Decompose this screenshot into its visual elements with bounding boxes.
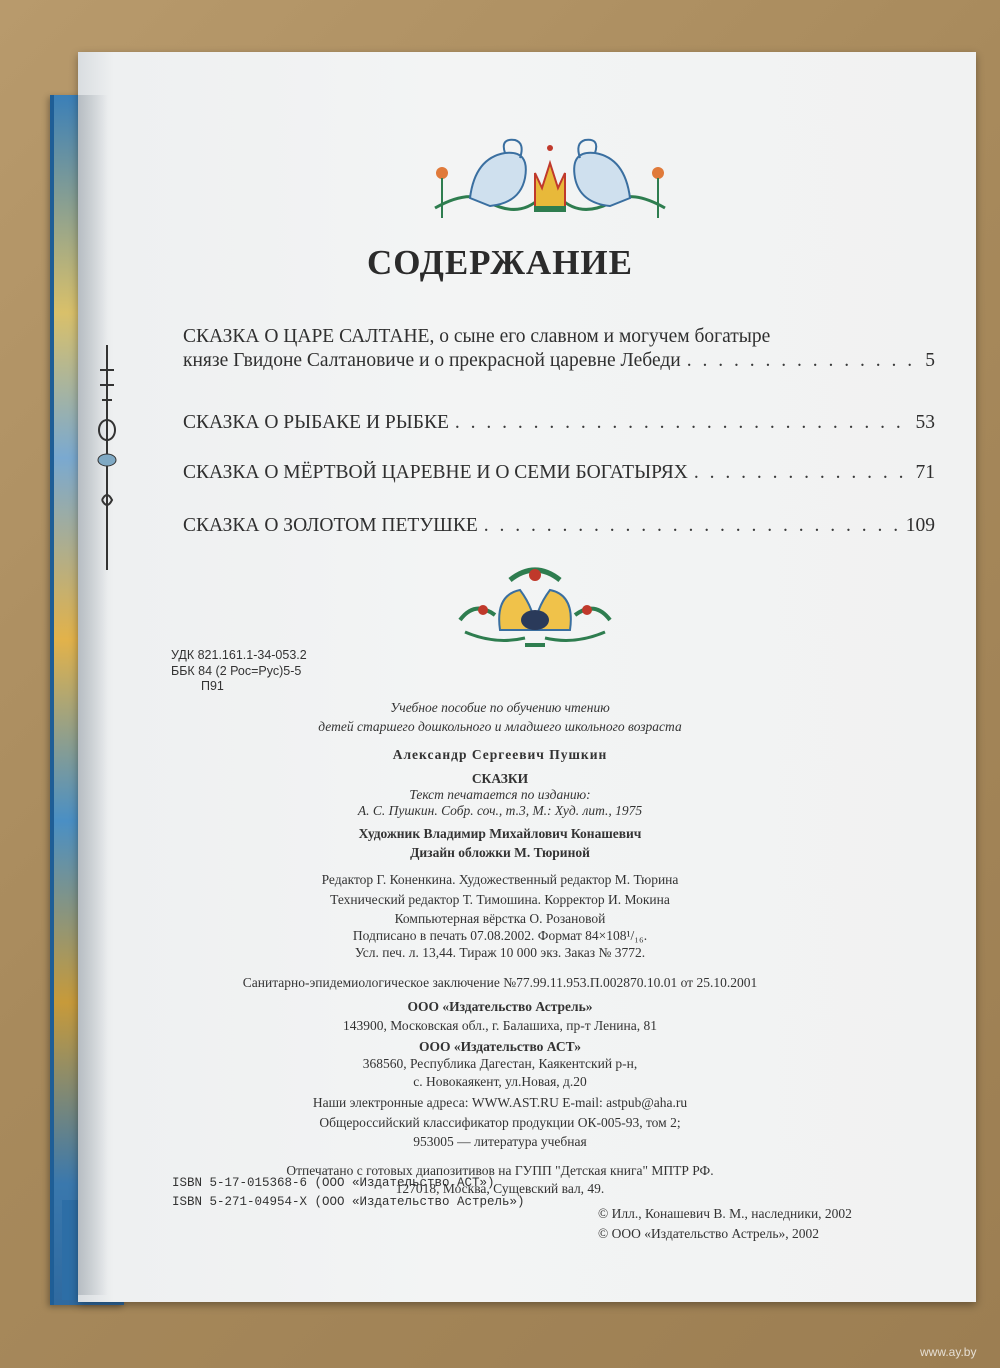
book-title: СКАЗКИ xyxy=(471,771,529,786)
toc-entry-fisherman xyxy=(183,412,935,434)
artist-line: Художник Владимир Михайлович Конашевич xyxy=(358,826,642,841)
publisher2-address2: с. Новокаякент, ул.Новая, д.20 xyxy=(413,1074,587,1089)
editor-line: Редактор Г. Коненкина. Художественный редактор М. Тюрина xyxy=(321,872,679,887)
publisher1-address: 143900, Московская обл., г. Балашиха, пр-т Ленина, 81 xyxy=(343,1018,657,1033)
toc-entry-dead-princess xyxy=(183,462,935,484)
edition-line2: А. С. Пушкин. Собр. соч., т.3, М.: Худ. лит., 1975 xyxy=(357,803,643,818)
toc-title-caps: СКАЗКА О РЫБАКЕ И РЫБКЕ xyxy=(183,412,449,433)
classifier-line1: Общероссийский классификатор продукции ОК-005-93, том 2; xyxy=(319,1115,681,1130)
print-run-line: Усл. печ. л. 13,44. Тираж 10 000 экз. Заказ № 3772. xyxy=(354,945,646,960)
toc-title-line2: князе Гвидоне Салтановиче и о прекрасной царевне Лебеди xyxy=(183,350,681,371)
toc-page-number: 71 xyxy=(915,462,935,483)
edition-line1: Текст печатается по изданию: xyxy=(409,787,591,802)
p-code: П91 xyxy=(201,679,224,693)
udk-code: УДК 821.161.1-34-053.2 xyxy=(171,648,307,662)
toc-title-caps: СКАЗКА О МЁРТВОЙ ЦАРЕВНЕ И О СЕМИ БОГАТЫРЯХ xyxy=(183,462,688,483)
tech-editor-line: Технический редактор Т. Тимошина. Корректор И. Мокина xyxy=(330,892,670,907)
copyright-publisher: © ООО «Издательство Астрель», 2002 xyxy=(598,1226,820,1241)
layout-line: Компьютерная вёрстка О. Розановой xyxy=(394,911,606,926)
publisher1-name: ООО «Издательство Астрель» xyxy=(407,999,593,1014)
toc-entry-saltan xyxy=(183,326,935,372)
bbk-code: ББК 84 (2 Рос=Рус)5-5 xyxy=(171,663,302,678)
isbn-astrel: ISBN 5-271-04954-X (ООО «Издательство Астрель») xyxy=(172,1195,525,1209)
email-line: Наши электронные адреса: WWW.AST.RU E-mail: astpub@aha.ru xyxy=(312,1095,688,1110)
toc-leader-dots xyxy=(694,462,910,484)
toc-title-caps: СКАЗКА О ЗОЛОТОМ ПЕТУШКЕ xyxy=(183,515,478,536)
toc-leader-dots xyxy=(484,515,900,537)
classifier-line2: 953005 — литература учебная xyxy=(413,1134,587,1149)
publisher2-name: ООО «Издательство АСТ» xyxy=(418,1039,582,1054)
page-title: СОДЕРЖАНИЕ xyxy=(366,243,633,282)
classification-codes xyxy=(171,648,307,695)
purpose-line1: Учебное пособие по обучению чтению xyxy=(390,700,610,715)
toc-entry-golden-cockerel xyxy=(183,515,935,537)
author-name: Александр Сергеевич Пушкин xyxy=(392,747,608,762)
toc-title-caps: СКАЗКА О ЦАРЕ САЛТАНЕ, xyxy=(183,326,435,347)
toc-leader-dots xyxy=(455,412,910,434)
toc-page-number: 5 xyxy=(925,350,935,371)
floral-ornament xyxy=(455,560,615,650)
cover-design-line: Дизайн обложки М. Тюриной xyxy=(410,845,590,860)
copyright-illustrations: © Илл., Конашевич В. М., наследники, 2002 xyxy=(598,1206,852,1221)
printed-line2: 127018, Москва, Сущевский вал, 49. xyxy=(395,1181,605,1196)
swans-crown-ornament xyxy=(430,128,670,223)
printed-line1: Отпечатано с готовых диапозитивов на ГУПП "Детская книга" МПТР РФ. xyxy=(286,1163,714,1178)
margin-illustration xyxy=(92,340,122,580)
toc-page-number: 109 xyxy=(905,515,935,536)
watermark: www.ay.by xyxy=(920,1345,977,1359)
toc-leader-dots xyxy=(687,350,920,372)
publisher2-address1: 368560, Республика Дагестан, Каякентский р-н, xyxy=(362,1056,638,1071)
toc-page-number: 53 xyxy=(915,412,935,433)
toc-title-rest: о сыне его славном и могучем богатыре xyxy=(434,326,771,347)
signed-line: Подписано в печать 07.08.2002. Формат 84×108¹/₁₆. xyxy=(352,928,648,943)
purpose-line2: детей старшего дошкольного и младшего школьного возраста xyxy=(318,719,682,734)
sanitary-line: Санитарно-эпидемиологическое заключение №77.99.11.953.П.002870.10.01 от 25.10.2001 xyxy=(242,975,758,990)
isbn-ast: ISBN 5-17-015368-6 (ООО «Издательство АСТ») xyxy=(172,1176,495,1190)
